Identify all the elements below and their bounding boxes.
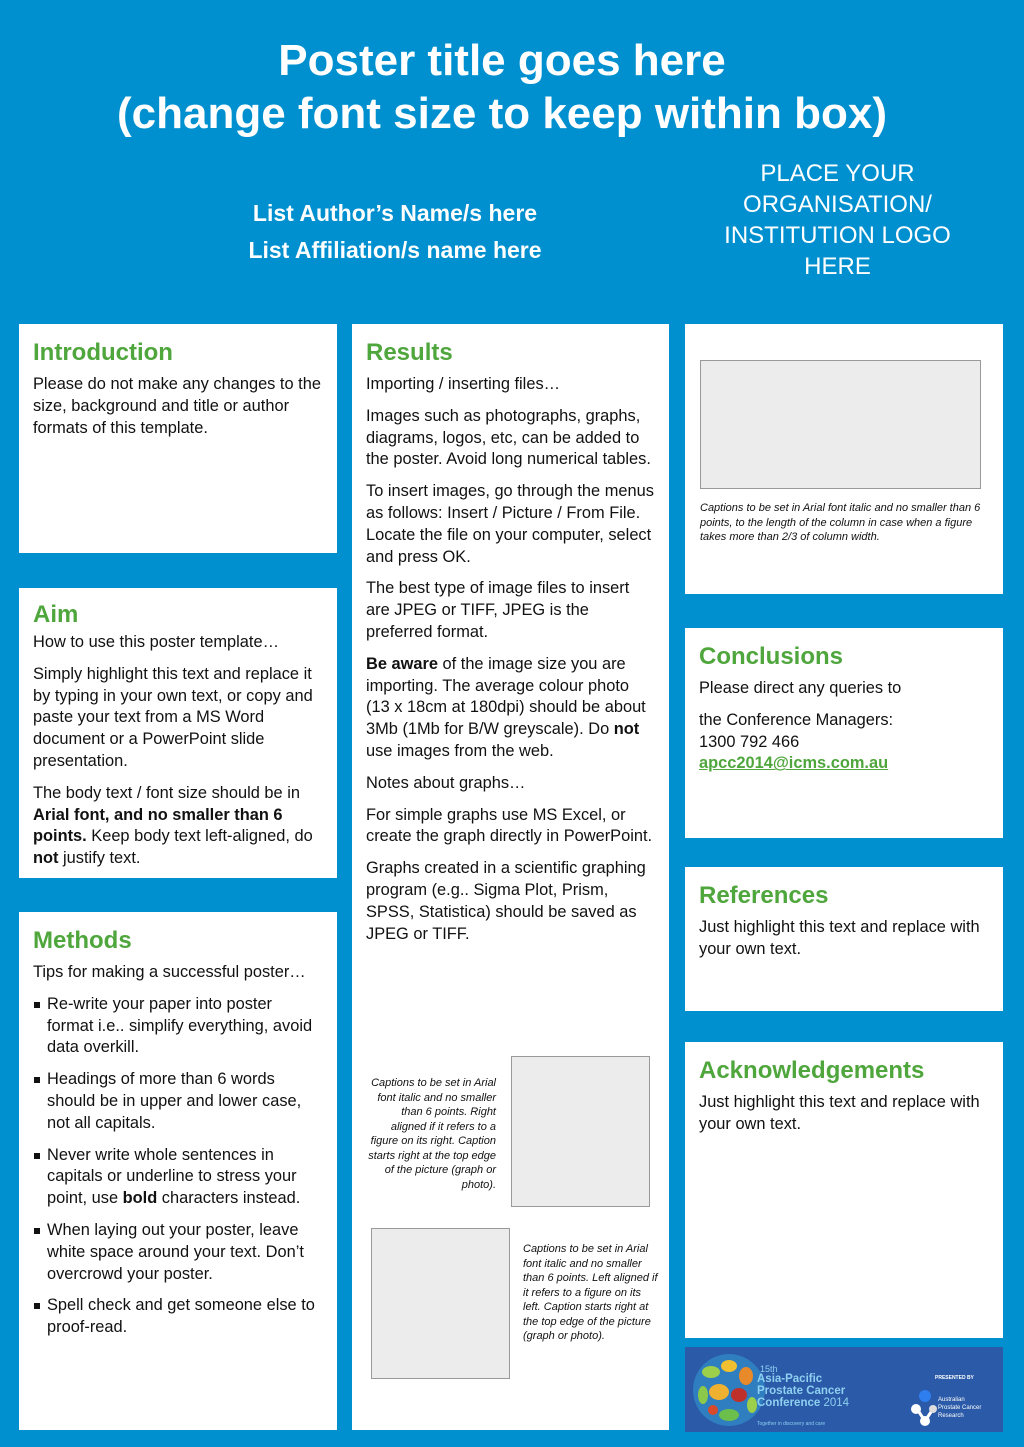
acknowledgements-panel — [685, 1042, 1003, 1338]
figure-placeholder — [700, 360, 981, 489]
apcr-logo-icon — [909, 1387, 939, 1427]
methods-panel — [19, 912, 337, 1430]
aim-text — [33, 783, 323, 870]
results-text: For simple graphs use MS Excel, or create the graph directly in PowerPoint. — [366, 805, 653, 846]
introduction-heading: Introduction — [33, 339, 173, 366]
figure-caption: Captions to be set in Arial font italic and no smaller than 6 points, to the length of the column in case when a figure takes more than 2/3 of column width. — [700, 502, 981, 543]
apcr-name — [938, 1396, 981, 1420]
author-names: List Author’s Name/s here — [252, 200, 538, 226]
results-text: Graphs created in a scientific graphing program (e.g.. Sigma Plot, Prism, SPSS, Statistica) should be saved as JPEG or TIFF. — [366, 859, 646, 943]
text: Prostate Cancer — [757, 1385, 846, 1397]
authors-block — [190, 195, 600, 269]
text: of the image size you are importing. The average colour photo (13 x 18cm at 180dpi) should be about 3Mb (1Mb for B/W greyscale). Do — [366, 654, 646, 739]
text: Conference — [757, 1397, 821, 1409]
list-item: Headings of more than 6 words should be in upper and lower case, not all capitals. — [33, 1069, 323, 1134]
list-item: Spell check and get someone else to proof-read. — [33, 1295, 323, 1339]
list-item: When laying out your poster, leave white space around your text. Don’t overcrowd your poster. — [33, 1220, 323, 1285]
text: Australian — [938, 1397, 965, 1403]
presented-by: PRESENTED BY — [935, 1375, 974, 1381]
results-heading: Results — [366, 339, 453, 366]
figure-placeholder — [511, 1056, 650, 1207]
aim-text: How to use this poster template… — [33, 633, 279, 651]
aim-text: Simply highlight this text and replace it by typing in your own text, or copy and paste your text from a MS Word document or a PowerPoint slide presentation. — [33, 664, 313, 770]
year: 2014 — [823, 1397, 850, 1409]
edition: 15th — [760, 1364, 778, 1374]
bold-text: bold — [122, 1189, 158, 1208]
acknowledgements-heading: Acknowledgements — [699, 1057, 925, 1084]
figure-caption-right-aligned: Captions to be set in Arial font italic and no smaller than 6 points. Right aligned if it refers to a figure on its right. Caption starts right at the top edge of the picture (graph or photo). — [368, 1077, 496, 1191]
figure-caption-left-aligned: Captions to be set in Arial font italic and no smaller than 6 points. Left aligned if it refers to a figure on its left. Caption starts right at the top edge of the picture (graph or photo). — [523, 1243, 658, 1342]
aim-panel — [19, 588, 337, 878]
references-panel — [685, 867, 1003, 1011]
introduction-panel — [19, 324, 337, 553]
email-link[interactable]: apcc2014@icms.com.au — [699, 754, 889, 773]
text: Never write whole sentences in capitals or underline to stress your point, use — [47, 1145, 297, 1208]
tagline: Together in discovery and care — [757, 1421, 826, 1427]
references-text: Just highlight this text and replace with your own text. — [699, 918, 980, 958]
bold-text: Be aware — [366, 654, 438, 673]
logo-placeholder: PLACE YOUR ORGANISATION/ INSTITUTION LOGO HERE — [724, 160, 951, 280]
conference-banner — [685, 1347, 1003, 1432]
results-text — [366, 654, 655, 763]
results-text: To insert images, go through the menus as follows: Insert / Picture / From File. Locate the file on your computer, select and press OK. — [366, 482, 654, 566]
text: Prostate Cancer — [938, 1405, 982, 1411]
list-item — [33, 1145, 323, 1210]
text: The body text / font size should be in — [33, 783, 300, 802]
introduction-text: Please do not make any changes to the size, background and title or author formats of this template. — [33, 375, 321, 437]
results-text: Importing / inserting files… — [366, 375, 561, 393]
results-text: Images such as photographs, graphs, diagrams, logos, etc, can be added to the poster. Avoid long numerical tables. — [366, 406, 651, 469]
title-line-2: (change font size to keep within box) — [116, 89, 888, 138]
conclusions-text — [699, 710, 989, 775]
aim-heading: Aim — [33, 601, 79, 628]
bold-text: not — [613, 720, 640, 739]
title-line-1: Poster title goes here — [278, 36, 726, 85]
methods-heading: Methods — [33, 927, 132, 954]
references-heading: References — [699, 882, 829, 909]
text: characters instead. — [157, 1189, 301, 1208]
methods-tips-list — [33, 994, 323, 1339]
text: Keep body text left-aligned, do — [86, 827, 313, 846]
conclusions-heading: Conclusions — [699, 643, 844, 670]
text: Research — [938, 1413, 964, 1419]
results-text: The best type of image files to insert are JPEG or TIFF, JPEG is the preferred format. — [366, 579, 630, 641]
text: use images from the web. — [366, 741, 554, 760]
text: the Conference Managers: — [699, 710, 894, 729]
bold-text: not — [33, 849, 59, 868]
conclusions-panel — [685, 628, 1003, 838]
bold-text: Arial font, and no smaller than 6 points. — [33, 805, 283, 846]
phone-number: 1300 792 466 — [699, 732, 800, 751]
text: justify text. — [58, 849, 141, 868]
affiliations: List Affiliation/s name here — [248, 237, 542, 263]
methods-intro: Tips for making a successful poster… — [33, 963, 306, 981]
conference-name — [757, 1373, 849, 1409]
conclusions-text: Please direct any queries to — [699, 679, 902, 697]
text: Asia-Pacific — [757, 1373, 823, 1385]
results-text: Notes about graphs… — [366, 773, 526, 792]
list-item: Re-write your paper into poster format i.e.. simplify everything, avoid data overkill. — [33, 994, 323, 1059]
figure-placeholder — [371, 1228, 510, 1379]
poster-title — [0, 34, 1004, 140]
acknowledgements-text: Just highlight this text and replace with your own text. — [699, 1093, 980, 1133]
